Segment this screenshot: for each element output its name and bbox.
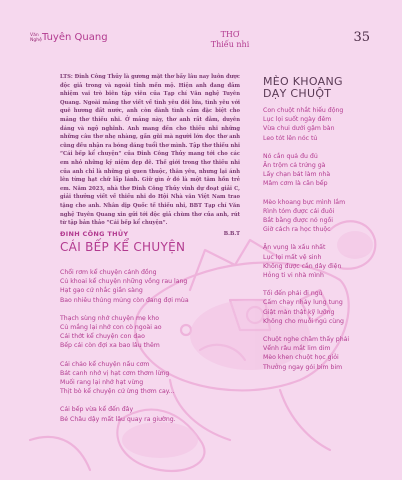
poem-line: Thạch sùng nhớ chuyện mẹ kho [60, 314, 160, 322]
poem-line: Cái chảo kể chuyện nấu cơm [60, 360, 150, 368]
poem-2-stanza [263, 106, 373, 143]
poem-line: Ăn vụng là xấu nhất [263, 244, 326, 252]
poem-line: Mèo khen chuột học giỏi [263, 354, 339, 362]
poem-line: Không được cắn dây điện [263, 262, 342, 270]
poem-line: Con chuột nhắt hiếu động [263, 107, 344, 114]
intro-signature: B.B.T [223, 230, 240, 237]
poem-line: Chổi rơm kể chuyện cánh đồng [60, 269, 157, 276]
logo-small-text: Văn Nghệ [30, 33, 42, 43]
poem-line: Bao nhiêu thúng mủng còn đang đợi mùa [60, 296, 189, 304]
poem-line: Giật màn thật kỹ lưỡng [263, 308, 335, 316]
poem-line: Leo tót lên nóc tủ [263, 134, 318, 142]
poem-2-stanza [263, 335, 373, 372]
poem-line: Muối rang lại nhớ hạt vừng [60, 379, 144, 387]
poem-line: Vểnh râu mắt lim dim [263, 345, 331, 353]
poem-line: Rình tóm được cái đuôi [263, 207, 335, 215]
poem-1-title: CÁI BẾP KỂ CHUYỆN [60, 240, 186, 254]
logo-main-text: Tuyên Quang [42, 32, 108, 43]
poem-1-body [60, 268, 250, 433]
poem-2-title [263, 76, 343, 100]
poem-line: Bắt bằng được nó ngồi [263, 217, 333, 225]
poem-line: Nó cắn quả đu đủ [263, 152, 318, 160]
poem-line: Củ mắng lại nhớ con cò ngoài ao [60, 324, 162, 332]
section-line-2: Thiếu nhi [210, 40, 250, 49]
poem-2-stanza [263, 198, 373, 235]
poem-1-stanza [60, 268, 250, 305]
page-number: 35 [353, 30, 370, 45]
poem-line: Thưởng ngay gói bim bim [263, 363, 343, 371]
intro-text: LTS: Đinh Công Thủy là gương mặt thơ bấy lâu nay luôn được độc giả trong và ngoài tỉnh mến mộ. Hiện anh đang đảm nhiệm vai trò biên tập viên của Tạp chí Văn nghệ Tuyên Quang. Ngoài mảng thơ viết về tình yêu đôi lứa, tình yêu với quê hương đất nước, anh còn dành tình cảm đặc biệt cho mảng thơ thiếu nhi. Ở mảng này, thơ anh rất đằm, duyên dáng và ngộ nghĩnh. Anh mang đến cho thiếu nhi những những câu thơ nhẹ nhàng, gần gũi mà người lớn đọc thơ anh cũng đều nhận ra bóng dáng tuổi thơ mình. Tập thơ thiếu nhi “Cái bếp kể chuyện” của Đinh Công Thủy mang tới cho các em nhỏ những kỷ niệm đẹp đẽ. Thế giới trong thơ thiếu nhi của anh chỉ là những gì quen thuộc, thân yêu, nhưng lại ánh lên từng hạt chữ lấp lánh. Giữ gìn ở đó là một tâm hồn trẻ em. Năm 2023, nhà thơ Đinh Công Thủy vinh dự đoạt giải C, giải thưởng viết về thiếu nhi do Hội Nhà văn Việt Nam trao tặng cho anh. Nhân dịp Quốc tế thiếu nhi, BBT Tạp chí Văn nghệ Tuyên Quang xin gửi tới độc giả chùm thơ của anh, rút từ tập bản thảo “Cái bếp kể chuyện”. [60, 74, 240, 227]
poem-line: Cái bếp vừa kể đến đây [60, 406, 134, 414]
poem-2-title-line-2: DẠY CHUỘT [263, 87, 332, 100]
poem-1-stanza [60, 314, 250, 351]
poem-line: Hạt gạo cứ nhắc giần sàng [60, 287, 143, 295]
poem-line: Bát canh nhớ vị hạt cơm thơm lừng [60, 369, 170, 377]
magazine-logo [30, 32, 108, 43]
poem-line: Lục lọi suốt ngày đêm [263, 116, 332, 124]
poem-line: Bếp cái còn đợi xa bao lâu thêm [60, 342, 160, 350]
poem-line: Giờ cách ra học thuộc [263, 226, 331, 234]
poem-line: Hỏng ti vi nhà mình [263, 272, 324, 280]
poem-line: Mâm cơm là căn bếp [263, 180, 328, 188]
poem-line: Lục lọi mất vệ sinh [263, 253, 322, 261]
author-name: ĐINH CÔNG THỦY [60, 230, 129, 238]
page-header [30, 30, 370, 54]
section-line-1: THƠ [220, 30, 240, 39]
poem-1-stanza [60, 405, 250, 423]
poem-line: Không cho muỗi ngủ cùng [263, 317, 344, 325]
poem-line: Tối đến phải đi ngủ [263, 290, 323, 298]
poem-line: Cái thớt kể chuyện con dao [60, 333, 145, 341]
poem-line: Vừa chui dưới gậm bàn [263, 125, 335, 133]
poem-line: Chuột nghe chăm thấy phải [263, 336, 350, 344]
poem-line: Củ khoai kể chuyện những vồng rau lang [60, 278, 188, 286]
poem-2-body [263, 106, 373, 381]
poem-1-stanza [60, 360, 250, 397]
poem-line: Ăn trộm cả trứng gà [263, 162, 326, 170]
poem-line: Mèo khoang bực mình lắm [263, 198, 346, 206]
poem-line: Lấy chạn bát làm nhà [263, 171, 331, 179]
poem-2-stanza [263, 152, 373, 189]
editor-intro [60, 73, 240, 238]
poem-2-stanza [263, 289, 373, 326]
poem-line: Thịt bò kể chuyện cứ ừng thơm cay... [60, 388, 175, 396]
poem-2-title-line-1: MÈO KHOANG [263, 75, 343, 88]
poem-line: Cấm chạy nhảy lung tung [263, 299, 343, 307]
poem-2-stanza [263, 243, 373, 280]
section-label [205, 30, 255, 50]
poem-line: Bé Châu dậy mất lâu quay ra giường. [60, 415, 176, 423]
